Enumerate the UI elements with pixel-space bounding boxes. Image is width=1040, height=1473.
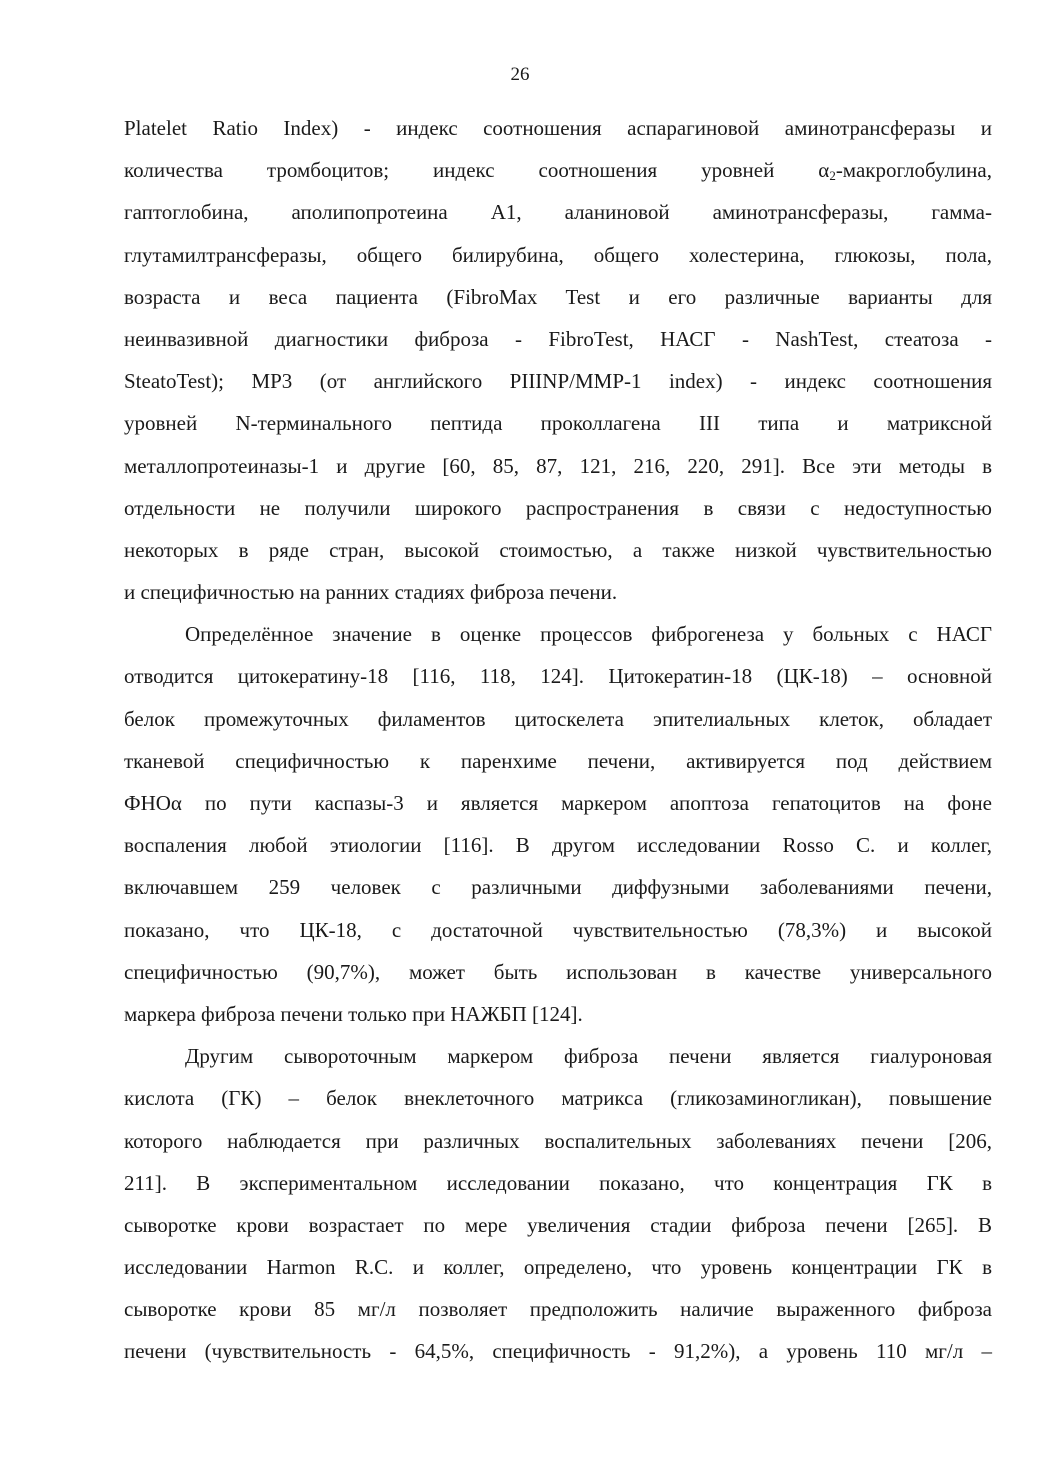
text-line — [124, 234, 992, 276]
line-text: показано, что ЦК-18, с достаточной чувствительностью (78,3%) и высокой — [124, 917, 992, 942]
line-text: возраста и веса пациента (FibroMax Test и его различные варианты для — [124, 284, 992, 309]
text-line — [124, 1288, 992, 1330]
line-text: которого наблюдается при различных воспалительных заболеваниях печени [206, — [124, 1128, 992, 1153]
text-line — [124, 1204, 992, 1246]
line-text: неинвазивной диагностики фиброза - FibroTest, НАСГ - NashTest, стеатоза - — [124, 326, 992, 351]
text-line — [124, 1077, 992, 1119]
text-line — [124, 276, 992, 318]
text-line — [124, 1120, 992, 1162]
line-text: металлопротеиназы-1 и другие [60, 85, 87, 121, 216, 220, 291]. Все эти методы в — [124, 453, 992, 478]
line-text: тканевой специфичностью к паренхиме печени, активируется под действием — [124, 748, 992, 773]
line-text: и специфичностью на ранних стадиях фиброза печени. — [124, 580, 618, 605]
line-text: SteatoTest); MP3 (от английского PIIINP/MMP-1 index) - индекс соотношения — [124, 369, 992, 394]
subscript: 2 — [829, 168, 836, 184]
line-text: включавшем 259 человек с различными диффузными заболеваниями печени, — [124, 875, 992, 900]
line-text: специфичностью (90,7%), может быть использован в качестве универсального — [124, 959, 992, 984]
text-line — [124, 824, 992, 866]
text-line — [124, 1162, 992, 1204]
line-text: сыворотке крови 85 мг/л позволяет предположить наличие выраженного фиброза — [124, 1297, 992, 1322]
line-text: ФНОα по пути каспазы-3 и является маркером апоптоза гепатоцитов на фоне — [124, 791, 992, 816]
line-text: Другим сывороточным маркером фиброза печени является гиалуроновая — [185, 1044, 992, 1069]
line-text: исследовании Harmon R.C. и коллег, определено, что уровень концентрации ГК в — [124, 1255, 992, 1280]
line-text: отдельности не получили широкого распространения в связи с недоступностью — [124, 495, 992, 520]
text-line — [124, 529, 992, 571]
paragraph — [124, 1035, 992, 1373]
line-text: некоторых в ряде стран, высокой стоимостью, а также низкой чувствительностью — [124, 537, 992, 562]
text-line — [124, 149, 992, 191]
text-line — [124, 1330, 992, 1372]
page-number: 26 — [510, 64, 530, 85]
line-text: гаптоглобина, аполипопротеина А1, аланиновой аминотрансферазы, гамма- — [124, 200, 992, 225]
line-text: Platelet Ratio Index) - индекс соотношения аспарагиновой аминотрансферазы и — [124, 116, 992, 140]
line-text: отводится цитокератину-18 [116, 118, 124]. Цитокератин-18 (ЦК-18) – основной — [124, 664, 992, 689]
text-line — [124, 993, 992, 1035]
line-text: печени (чувствительность - 64,5%, специфичность - 91,2%), а уровень 110 мг/л – — [124, 1339, 992, 1364]
text-line — [124, 909, 992, 951]
text-line — [124, 655, 992, 697]
document-body — [124, 107, 992, 1373]
text-line — [124, 445, 992, 487]
text-line — [124, 360, 992, 402]
paragraph — [124, 613, 992, 1035]
text-line — [124, 318, 992, 360]
line-text: количества тромбоцитов; индекс соотношения уровней α — [124, 158, 830, 183]
text-line — [124, 866, 992, 908]
text-line — [124, 698, 992, 740]
line-text: маркера фиброза печени только при НАЖБП [124]. — [124, 1001, 583, 1026]
text-line — [124, 571, 992, 613]
text-line — [124, 191, 992, 233]
text-line — [124, 740, 992, 782]
text-line — [124, 107, 992, 149]
line-text: белок промежуточных филаментов цитоскелета эпителиальных клеток, обладает — [124, 706, 992, 731]
line-text: 211]. В экспериментальном исследовании показано, что концентрация ГК в — [124, 1170, 992, 1195]
text-line — [124, 402, 992, 444]
line-text: глутамилтрансферазы, общего билирубина, общего холестерина, глюкозы, пола, — [124, 242, 992, 267]
text-line — [124, 1035, 992, 1077]
line-text: уровней N-терминального пептида проколлагена III типа и матриксной — [124, 411, 992, 436]
text-line — [124, 613, 992, 655]
text-line — [124, 782, 992, 824]
line-text: воспаления любой этиологии [116]. В другом исследовании Rosso C. и коллег, — [124, 833, 992, 858]
text-line — [124, 487, 992, 529]
line-text-after: -макроглобулина, — [835, 158, 992, 183]
paragraph — [124, 107, 992, 613]
line-text: Определённое значение в оценке процессов фиброгенеза у больных с НАСГ — [185, 622, 992, 647]
text-line — [124, 1246, 992, 1288]
line-text: сыворотке крови возрастает по мере увеличения стадии фиброза печени [265]. В — [124, 1212, 992, 1237]
line-text: кислота (ГК) – белок внеклеточного матрикса (гликозаминогликан), повышение — [124, 1086, 992, 1111]
text-line — [124, 951, 992, 993]
